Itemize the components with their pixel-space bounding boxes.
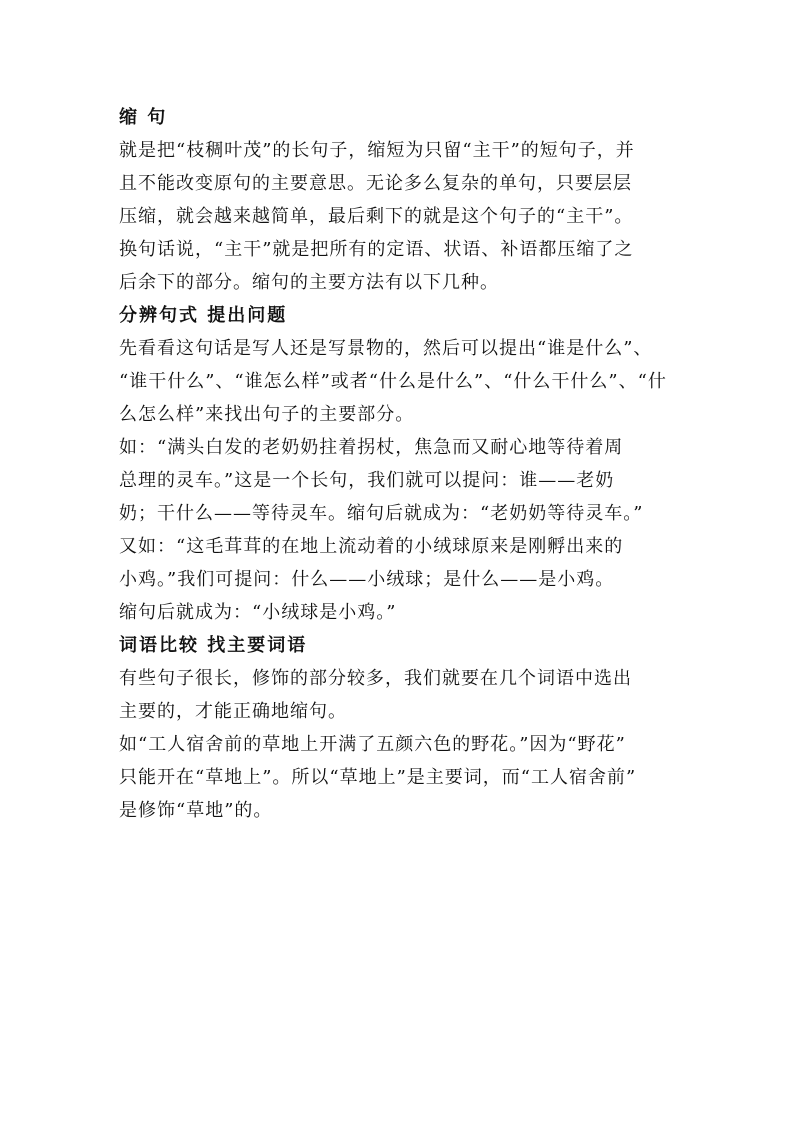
document-page <box>119 101 719 827</box>
paragraph-line: 换句话说，“主干”就是把所有的定语、状语、补语都压缩了之 <box>119 239 634 260</box>
paragraph-line: 有些句子很长，修饰的部分较多，我们就要在几个词语中选出 <box>119 668 632 689</box>
paragraph-line: 只能开在“草地上”。所以“草地上”是主要词，而“工人宿舍前” <box>119 767 637 788</box>
section-fenbian-jushi <box>119 299 719 629</box>
section-heading: 缩 句 <box>119 107 168 128</box>
paragraph-line: 如“工人宿舍前的草地上开满了五颜六色的野花。”因为“野花” <box>119 734 626 755</box>
paragraph-line: 总理的灵车。”这是一个长句，我们就可以提问：谁——老奶 <box>119 470 615 491</box>
paragraph-line: 又如：“这毛茸茸的在地上流动着的小绒球原来是刚孵出来的 <box>119 536 624 557</box>
paragraph-line: 奶；干什么——等待灵车。缩句后就成为：“老奶奶等待灵车。” <box>119 503 644 524</box>
section-heading: 词语比较 找主要词语 <box>119 635 308 656</box>
paragraph-line: 且不能改变原句的主要意思。无论多么复杂的单句，只要层层 <box>119 173 632 194</box>
paragraph-line: 如：“满头白发的老奶奶拄着拐杖，焦急而又耐心地等待着周 <box>119 437 624 458</box>
paragraph-line: 主要的，才能正确地缩句。 <box>119 701 347 722</box>
section-suoju <box>119 101 719 299</box>
paragraph-line: 就是把“枝稠叶茂”的长句子，缩短为只留“主干”的短句子，并 <box>119 140 635 161</box>
paragraph-line: 缩句后就成为：“小绒球是小鸡。” <box>119 602 397 623</box>
paragraph-line: 压缩，就会越来越简单，最后剩下的就是这个句子的“主干”。 <box>119 206 634 227</box>
paragraph-line: 先看看这句话是写人还是写景物的，然后可以提出“谁是什么”、 <box>119 338 653 359</box>
paragraph-line: 小鸡。”我们可提问：什么——小绒球；是什么——是小鸡。 <box>119 569 615 590</box>
paragraph-line: 后余下的部分。缩句的主要方法有以下几种。 <box>119 272 499 293</box>
paragraph-line: “谁干什么”、“谁怎么样”或者“什么是什么”、“什么干什么”、“什 <box>119 371 667 392</box>
paragraph-line: 么怎么样”来找出句子的主要部分。 <box>119 404 415 425</box>
section-ciyu-bijiao <box>119 629 719 827</box>
section-heading: 分辨句式 提出问题 <box>119 305 288 326</box>
paragraph-line: 是修饰“草地”的。 <box>119 800 273 821</box>
